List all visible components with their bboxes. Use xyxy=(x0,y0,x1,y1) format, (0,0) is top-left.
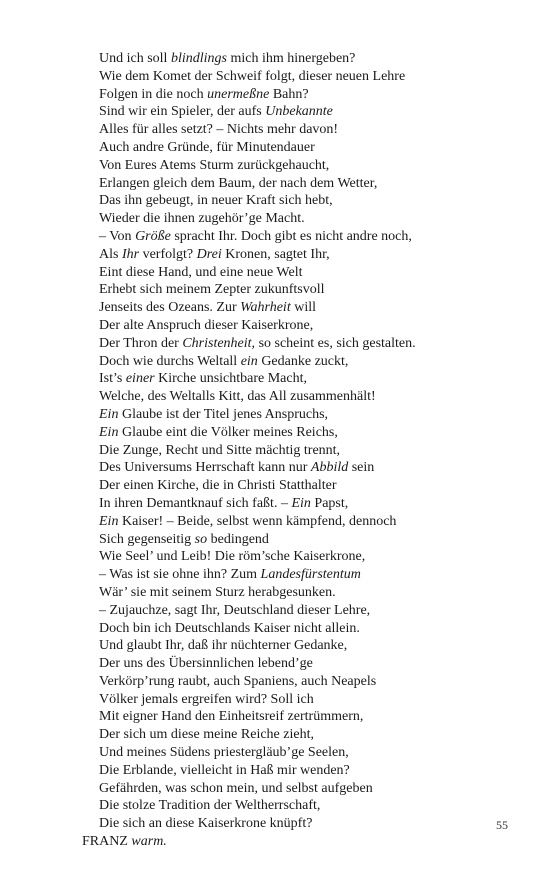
verse-line xyxy=(99,139,529,157)
verse-text: Die sich an diese Kaiserkrone knüpft? xyxy=(99,816,313,832)
verse-text: Als xyxy=(99,246,122,262)
verse-text: Der alte Anspruch dieser Kaiserkrone, xyxy=(99,317,314,333)
verse-text: Der uns des Übersinnlichen lebend’ge xyxy=(99,656,313,672)
verse-text: Gedanke zuckt, xyxy=(257,353,349,369)
verse-text: spracht Ihr. Doch gibt es nicht andre noch, xyxy=(170,228,412,244)
verse-line xyxy=(99,495,529,513)
verse-text: Wie Seel’ und Leib! Die röm’sche Kaiserkrone, xyxy=(99,549,366,565)
verse-line xyxy=(99,121,529,139)
verse-text: Sich gegenseitig xyxy=(99,531,195,547)
verse-text: Doch bin ich Deutschlands Kaiser nicht allein. xyxy=(99,620,360,636)
verse-line xyxy=(99,726,529,744)
emphasized-text: Abbild xyxy=(310,460,349,476)
verse-text: Von Eures Atems Sturm zurückgehaucht, xyxy=(99,157,330,173)
verse-text: Auch andre Gründe, für Minutendauer xyxy=(99,139,315,155)
emphasized-text: unermeßne xyxy=(207,86,270,102)
verse-line xyxy=(99,477,529,495)
verse-text: Glaube ist der Titel jenes Anspruchs, xyxy=(118,406,329,422)
verse-text: – Von xyxy=(99,228,136,244)
verse-text: Mit eigner Hand den Einheitsreif zertrümmern, xyxy=(99,709,364,725)
speaker-line xyxy=(82,833,529,851)
verse-text: Glaube eint die Völker meines Reichs, xyxy=(118,424,338,440)
verse-text: Gefährden, was schon mein, und selbst aufgeben xyxy=(99,780,373,796)
page-number: 55 xyxy=(496,818,508,832)
verse-text: Die Zunge, Recht und Sitte mächtig trennt, xyxy=(99,442,341,458)
verse-line xyxy=(99,157,529,175)
verse-line xyxy=(99,655,529,673)
verse-text: Des Universums Herrschaft kann nur xyxy=(99,460,311,476)
verse-line xyxy=(99,548,529,566)
verse-text: Papst, xyxy=(310,495,349,511)
verse-line xyxy=(99,673,529,691)
verse-text: Folgen in die noch xyxy=(99,86,208,102)
emphasized-text: einer xyxy=(125,371,155,387)
verse-line xyxy=(99,602,529,620)
verse-line xyxy=(99,620,529,638)
verse-line xyxy=(99,175,529,193)
verse-line xyxy=(99,566,529,584)
verse-line xyxy=(99,335,529,353)
verse-line xyxy=(99,317,529,335)
verse-line xyxy=(99,691,529,709)
verse-line xyxy=(99,708,529,726)
verse-text: Sind wir ein Spieler, der aufs xyxy=(99,104,266,120)
verse-text: Wär’ sie mit seinem Sturz herabgesunken. xyxy=(99,584,336,600)
emphasized-text: Landesfürstentum xyxy=(260,567,361,583)
verse-line xyxy=(99,281,529,299)
verse-text: Kronen, sagtet Ihr, xyxy=(221,246,330,262)
verse-text: verfolgt? xyxy=(139,246,197,262)
verse-line xyxy=(99,210,529,228)
verse-text: bedingend xyxy=(207,531,269,547)
verse-line xyxy=(99,531,529,549)
verse-text: Verkörp’rung raubt, auch Spaniens, auch Neapels xyxy=(99,673,377,689)
emphasized-text: Ein xyxy=(291,495,311,511)
verse-text: Erhebt sich meinem Zepter zukunftsvoll xyxy=(99,282,325,298)
verse-line xyxy=(99,86,529,104)
verse-line xyxy=(99,744,529,762)
verse-text: Das ihn gebeugt, in neuer Kraft sich hebt, xyxy=(99,193,333,209)
emphasized-text: Christenheit, xyxy=(182,335,256,351)
emphasized-text: Ein xyxy=(99,513,119,529)
stage-direction: warm. xyxy=(131,834,167,850)
verse-text: In ihren Demantknauf sich faßt. – xyxy=(99,495,292,511)
verse-line xyxy=(99,192,529,210)
verse-block xyxy=(82,50,529,851)
verse-line xyxy=(99,637,529,655)
verse-text: – Zujauchze, sagt Ihr, Deutschland dieser Lehre, xyxy=(99,602,371,618)
verse-text: mich ihm hinergeben? xyxy=(226,51,356,66)
verse-line xyxy=(99,762,529,780)
verse-line xyxy=(99,584,529,602)
verse-text: – Was ist sie ohne ihn? Zum xyxy=(99,567,261,583)
verse-text: Doch wie durchs Weltall xyxy=(99,353,241,369)
verse-line xyxy=(99,68,529,86)
verse-text: will xyxy=(290,300,316,316)
verse-line xyxy=(99,459,529,477)
verse-line xyxy=(99,50,529,68)
verse-text: Wie dem Komet der Schweif folgt, dieser neuen Lehre xyxy=(99,68,406,84)
verse-text: Und ich soll xyxy=(99,51,171,66)
verse-line xyxy=(99,228,529,246)
verse-text: Alles für alles setzt? – Nichts mehr davon! xyxy=(99,122,339,138)
verse-line xyxy=(99,353,529,371)
verse-line xyxy=(99,388,529,406)
verse-text: Der einen Kirche, die in Christi Statthalter xyxy=(99,478,337,494)
emphasized-text: Ein xyxy=(99,424,119,440)
verse-text: sein xyxy=(348,460,375,476)
speaker-name: FRANZ xyxy=(82,834,128,850)
verse-line xyxy=(99,442,529,460)
verse-line xyxy=(99,370,529,388)
emphasized-text: Ihr xyxy=(121,246,140,262)
verse-text: so scheint es, sich gestalten. xyxy=(255,335,416,351)
verse-text: Der sich um diese meine Reiche zieht, xyxy=(99,727,314,743)
verse-line xyxy=(99,299,529,317)
verse-text: Der Thron der xyxy=(99,335,183,351)
emphasized-text: blindlings xyxy=(170,51,227,66)
verse-text: Und glaubt Ihr, daß ihr nüchterner Gedanke, xyxy=(99,638,348,654)
verse-text: Ist’s xyxy=(99,371,126,387)
verse-text: Kirche unsichtbare Macht, xyxy=(154,371,307,387)
verse-text: Die Erblande, vielleicht in Haß mir wenden? xyxy=(99,762,350,778)
verse-line xyxy=(99,815,529,833)
verse-line xyxy=(99,797,529,815)
emphasized-text: Ein xyxy=(99,406,119,422)
verse-line xyxy=(99,513,529,531)
verse-line xyxy=(99,780,529,798)
verse-text: Erlangen gleich dem Baum, der nach dem Wetter, xyxy=(99,175,378,191)
verse-text: Kaiser! – Beide, selbst wenn kämpfend, dennoch xyxy=(118,513,397,529)
verse-text: Eint diese Hand, und eine neue Welt xyxy=(99,264,303,280)
emphasized-text: Unbekannte xyxy=(265,104,333,120)
emphasized-text: so xyxy=(194,531,208,547)
verse-text: Wieder die ihnen zugehör’ge Macht. xyxy=(99,211,305,227)
verse-line xyxy=(99,406,529,424)
verse-line xyxy=(99,246,529,264)
emphasized-text: Wahrheit xyxy=(240,300,291,316)
emphasized-text: ein xyxy=(240,353,258,369)
verse-text: Bahn? xyxy=(269,86,309,102)
verse-line xyxy=(99,103,529,121)
emphasized-text: Drei xyxy=(196,246,222,262)
verse-text: Völker jemals ergreifen wird? Soll ich xyxy=(99,691,314,707)
verse-line xyxy=(99,424,529,442)
emphasized-text: Größe xyxy=(135,228,171,244)
verse-text: Jenseits des Ozeans. Zur xyxy=(99,300,241,316)
verse-text: Welche, des Weltalls Kitt, das All zusammenhält! xyxy=(99,389,376,405)
verse-text: Die stolze Tradition der Weltherrschaft, xyxy=(99,798,321,814)
verse-text: Und meines Südens priestergläub’ge Seelen, xyxy=(99,745,349,761)
verse-line xyxy=(99,264,529,282)
